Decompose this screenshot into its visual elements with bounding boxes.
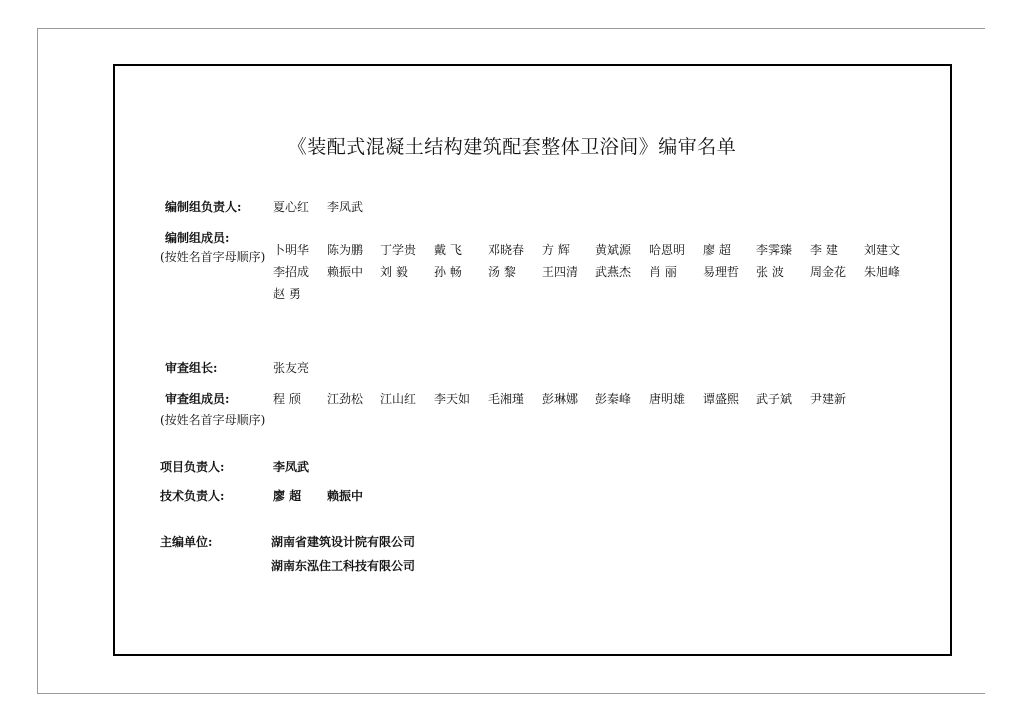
chief-unit-2: 湖南东泓住工科技有限公司 [271,559,416,573]
review-member: 江山红 [380,392,417,406]
compile-member: 朱旭峰 [864,265,901,279]
compile-members-label: 编制组成员: [165,231,230,245]
review-members-label: 审查组成员: [165,392,230,406]
compile-member: 方 辉 [542,243,570,257]
compile-member: 汤 黎 [488,265,516,279]
project-lead-label: 项目负责人: [160,460,225,474]
compile-member: 孙 畅 [434,265,462,279]
tech-lead-label: 技术负责人: [160,489,225,503]
compile-member: 赵 勇 [273,287,301,301]
review-member: 江劲松 [327,392,364,406]
compile-member: 刘建文 [864,243,901,257]
compile-member: 周金花 [810,265,847,279]
review-members-note: (按姓名首字母顺序) [160,413,266,427]
compile-member: 哈恩明 [649,243,686,257]
compile-member: 李招成 [273,265,310,279]
review-member: 武子斌 [756,392,793,406]
compile-member: 戴 飞 [434,243,462,257]
compile-member: 丁学贵 [380,243,417,257]
project-lead-name: 李凤武 [273,460,310,474]
compile-member: 廖 超 [703,243,731,257]
document-title: 《装配式混凝土结构建筑配套整体卫浴间》编审名单 [287,136,737,158]
review-lead-label: 审查组长: [165,361,218,375]
review-member: 彭琳娜 [542,392,579,406]
review-lead-name: 张友亮 [273,361,310,375]
compile-member: 刘 毅 [380,265,408,279]
review-member: 彭秦峰 [595,392,632,406]
compile-lead-name-2: 李凤武 [327,200,364,214]
compile-lead-name-1: 夏心红 [273,200,310,214]
compile-member: 李 建 [810,243,838,257]
compile-member: 张 波 [756,265,784,279]
compile-members-note: (按姓名首字母顺序) [160,250,266,264]
compile-member: 陈为鹏 [327,243,364,257]
chief-unit-label: 主编单位: [160,535,213,549]
compile-member: 易理哲 [703,265,740,279]
review-member: 唐明雄 [649,392,686,406]
compile-member: 邓晓春 [488,243,525,257]
review-member: 李天如 [434,392,471,406]
compile-member: 黄斌源 [595,243,632,257]
compile-member: 赖振中 [327,265,364,279]
compile-member: 武燕杰 [595,265,632,279]
tech-lead-name-2: 赖振中 [327,489,364,503]
review-member: 谭盛熙 [703,392,740,406]
compile-member: 肖 丽 [649,265,677,279]
compile-member: 卜明华 [273,243,310,257]
compile-member: 李霁臻 [756,243,793,257]
review-member: 程 颀 [273,392,301,406]
tech-lead-name-1: 廖 超 [273,489,302,503]
chief-unit-1: 湖南省建筑设计院有限公司 [271,535,416,549]
compile-member: 王四清 [542,265,579,279]
compile-lead-label: 编制组负责人: [165,200,242,214]
review-member: 毛湘瑾 [488,392,525,406]
review-member: 尹建新 [810,392,847,406]
